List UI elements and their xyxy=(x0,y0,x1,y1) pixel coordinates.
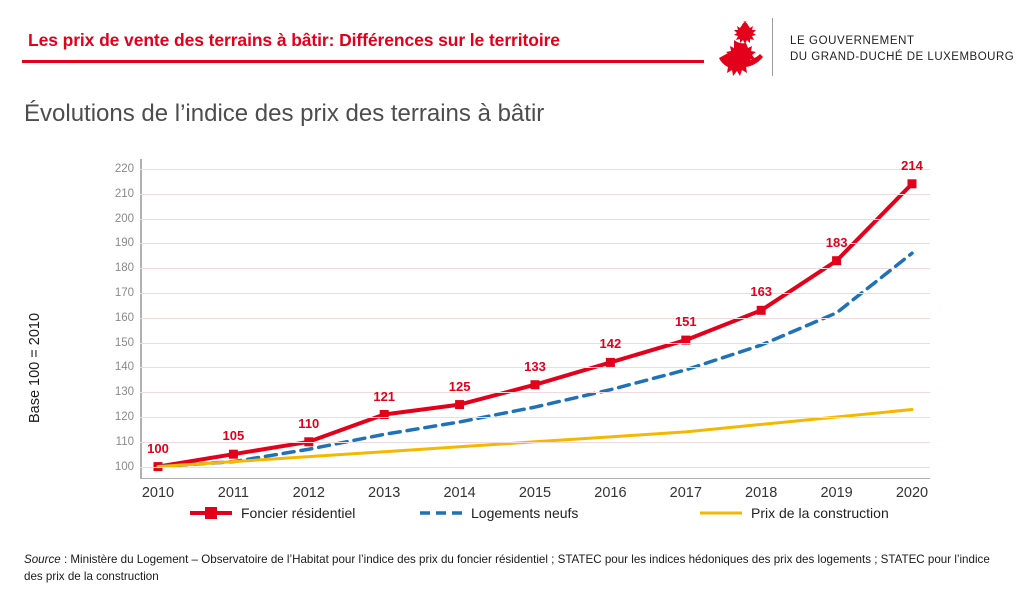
chart-legend xyxy=(0,505,1024,531)
y-tick-label: 160 xyxy=(114,311,134,324)
data-point-marker xyxy=(455,400,464,409)
data-point-marker xyxy=(531,380,540,389)
x-tick-label: 2020 xyxy=(895,485,929,501)
data-label: 121 xyxy=(373,388,396,404)
x-tick-label: 2017 xyxy=(669,485,702,501)
page-title: Les prix de vente des terrains à bâtir: Différences sur le territoire xyxy=(28,30,560,50)
y-tick-label: 130 xyxy=(114,386,134,399)
data-label: 163 xyxy=(750,284,773,300)
x-tick-label: 2018 xyxy=(745,485,778,501)
gridline xyxy=(140,343,930,344)
legend-swatch xyxy=(190,505,232,521)
data-point-marker xyxy=(832,256,841,265)
y-tick-label: 180 xyxy=(114,262,134,275)
legend-swatch xyxy=(700,505,742,521)
data-label: 125 xyxy=(448,378,471,394)
gridline xyxy=(140,318,930,319)
gridline xyxy=(140,268,930,269)
data-label: 105 xyxy=(222,428,245,444)
luxembourg-lion-icon xyxy=(718,18,766,76)
x-tick-label: 2014 xyxy=(443,485,476,501)
gridline xyxy=(140,219,930,220)
y-tick-label: 120 xyxy=(114,410,134,423)
data-point-marker xyxy=(606,358,615,367)
legend-item[interactable] xyxy=(190,505,355,521)
data-label: 151 xyxy=(674,314,697,330)
gridline xyxy=(140,293,930,294)
x-tick-label: 2013 xyxy=(368,485,401,501)
chart-title: Évolutions de l’indice des prix des terrains à bâtir xyxy=(24,100,545,127)
data-label: 133 xyxy=(524,358,546,374)
x-tick-label: 2010 xyxy=(141,485,175,501)
header-rule xyxy=(22,60,704,63)
legend-label: Prix de la construction xyxy=(751,505,889,521)
x-tick-label: 2019 xyxy=(820,485,853,501)
legend-swatch xyxy=(420,505,462,521)
plot-area xyxy=(140,157,930,501)
data-label: 214 xyxy=(901,157,923,173)
chart-container xyxy=(0,145,1024,535)
legend-item[interactable] xyxy=(420,505,578,521)
gridline xyxy=(140,243,930,244)
government-wordmark xyxy=(790,33,1014,65)
legend-item[interactable] xyxy=(700,505,889,521)
y-axis-label: Base 100 = 2010 xyxy=(27,312,43,424)
y-tick-label: 170 xyxy=(114,286,134,299)
page-header xyxy=(0,0,1024,92)
legend-label: Foncier résidentiel xyxy=(241,505,356,521)
gov-line-2: DU GRAND-DUCHÉ DE LUXEMBOURG xyxy=(790,51,1015,63)
y-tick-label: 100 xyxy=(114,460,134,473)
header-divider xyxy=(772,18,773,76)
data-label: 100 xyxy=(147,440,169,456)
source-note xyxy=(24,551,1004,585)
gov-line-1: LE GOUVERNEMENT xyxy=(790,35,915,47)
y-tick-label: 190 xyxy=(114,237,134,250)
y-tick-label: 150 xyxy=(114,336,134,349)
legend-label: Logements neufs xyxy=(471,505,579,521)
gridline xyxy=(140,169,930,170)
x-tick-label: 2015 xyxy=(518,485,552,501)
y-tick-label: 140 xyxy=(114,361,134,374)
series-line xyxy=(158,410,912,467)
y-axis-ticks xyxy=(90,159,134,479)
y-tick-label: 220 xyxy=(114,162,134,175)
x-tick-label: 2012 xyxy=(292,485,325,501)
gridline xyxy=(140,194,930,195)
y-tick-label: 110 xyxy=(115,435,134,448)
x-tick-label: 2016 xyxy=(594,485,627,501)
y-tick-label: 200 xyxy=(114,212,134,225)
data-label: 110 xyxy=(298,415,320,431)
source-prefix: Source xyxy=(24,553,61,566)
gridline xyxy=(140,417,930,418)
data-point-marker xyxy=(757,306,766,315)
data-point-marker xyxy=(908,179,917,188)
gridline xyxy=(140,392,930,393)
series-line xyxy=(158,184,912,467)
gridline xyxy=(140,442,930,443)
source-text: : Ministère du Logement – Observatoire de l’Habitat pour l’indice des prix du foncier résidentiel ; STATEC pour les indices hédoniques des prix des logements ; STATEC pour l’indice des prix de la construction xyxy=(24,553,990,583)
series-lines xyxy=(140,159,930,479)
data-label: 142 xyxy=(599,336,622,352)
data-point-marker xyxy=(229,450,238,459)
gridline xyxy=(140,467,930,468)
data-label: 183 xyxy=(825,234,848,250)
y-tick-label: 210 xyxy=(114,187,134,200)
x-tick-label: 2011 xyxy=(217,485,249,501)
